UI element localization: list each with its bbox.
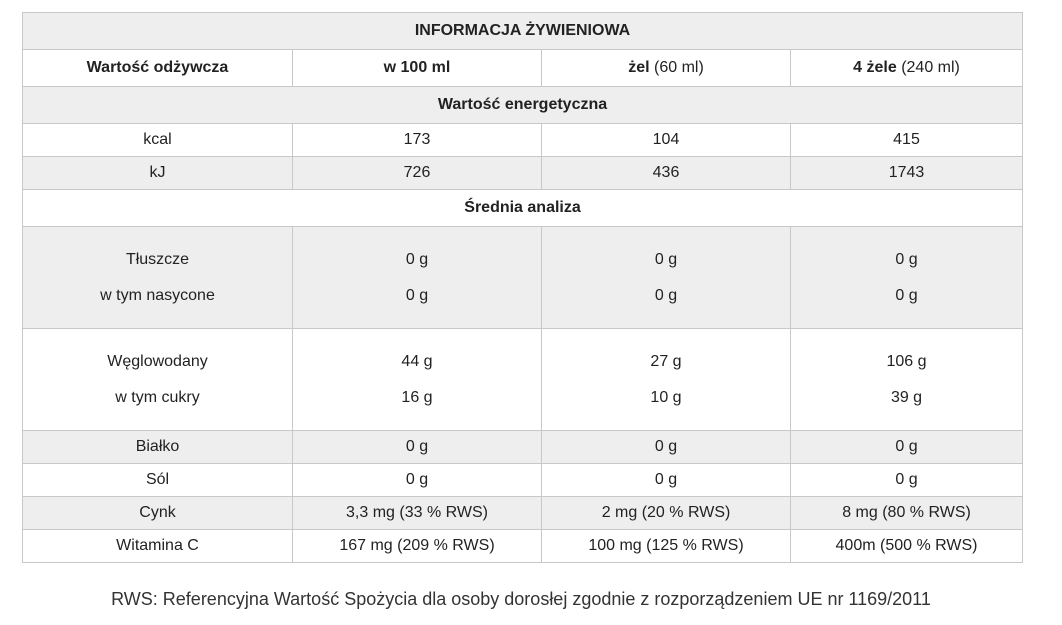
table-row (23, 431, 1023, 464)
cell-value: 27 g 10 g (542, 329, 791, 431)
cell-value: 104 (542, 124, 791, 157)
row-label (23, 227, 293, 329)
row-label: kJ (23, 157, 293, 190)
table-row-carbs (23, 329, 1023, 431)
header-per-gel: żel (60 ml) (542, 50, 791, 87)
cell-value: 0 g 0 g (791, 227, 1023, 329)
cell-value: 436 (542, 157, 791, 190)
cell-value: 3,3 mg (33 % RWS) (293, 497, 542, 530)
cell-value: 0 g (791, 431, 1023, 464)
carbs-label: Węglowodany (107, 352, 208, 370)
row-label: Cynk (23, 497, 293, 530)
row-label (23, 329, 293, 431)
saturated-label: w tym nasycone (100, 286, 215, 304)
section-energy-row (23, 87, 1023, 124)
cell-value: 0 g 0 g (293, 227, 542, 329)
cell-value: 1743 (791, 157, 1023, 190)
cell-value: 400m (500 % RWS) (791, 530, 1023, 563)
cell-value: 173 (293, 124, 542, 157)
cell-value: 0 g 0 g (542, 227, 791, 329)
row-label: Sól (23, 464, 293, 497)
table-row (23, 157, 1023, 190)
cell-value: 44 g 16 g (293, 329, 542, 431)
fat-label: Tłuszcze (125, 250, 190, 268)
header-per-4-gels: 4 żele (240 ml) (791, 50, 1023, 87)
cell-value: 8 mg (80 % RWS) (791, 497, 1023, 530)
section-analysis-title: Średnia analiza (23, 190, 1023, 227)
cell-value: 726 (293, 157, 542, 190)
table-row (23, 124, 1023, 157)
cell-value: 0 g (791, 464, 1023, 497)
section-analysis-row (23, 190, 1023, 227)
table-row (23, 530, 1023, 563)
section-energy-title: Wartość energetyczna (23, 87, 1023, 124)
table-row (23, 464, 1023, 497)
row-label: Białko (23, 431, 293, 464)
header-label: Wartość odżywcza (23, 50, 293, 87)
rws-footnote: RWS: Referencyjna Wartość Spożycia dla osoby dorosłej zgodnie z rozporządzeniem UE nr 1169/2011 (111, 589, 931, 609)
cell-value: 0 g (542, 464, 791, 497)
table-title: INFORMACJA ŻYWIENIOWA (23, 13, 1023, 50)
cell-value: 415 (791, 124, 1023, 157)
cell-value: 100 mg (125 % RWS) (542, 530, 791, 563)
table-title-row (23, 13, 1023, 50)
header-per-100ml: w 100 ml (293, 50, 542, 87)
table-row-fat (23, 227, 1023, 329)
cell-value: 106 g 39 g (791, 329, 1023, 431)
nutrition-table (22, 12, 1023, 563)
cell-value: 2 mg (20 % RWS) (542, 497, 791, 530)
row-label: Witamina C (23, 530, 293, 563)
cell-value: 0 g (293, 431, 542, 464)
sugars-label: w tym cukry (115, 388, 200, 406)
cell-value: 167 mg (209 % RWS) (293, 530, 542, 563)
cell-value: 0 g (293, 464, 542, 497)
row-label: kcal (23, 124, 293, 157)
cell-value: 0 g (542, 431, 791, 464)
table-header-row (23, 50, 1023, 87)
table-row (23, 497, 1023, 530)
